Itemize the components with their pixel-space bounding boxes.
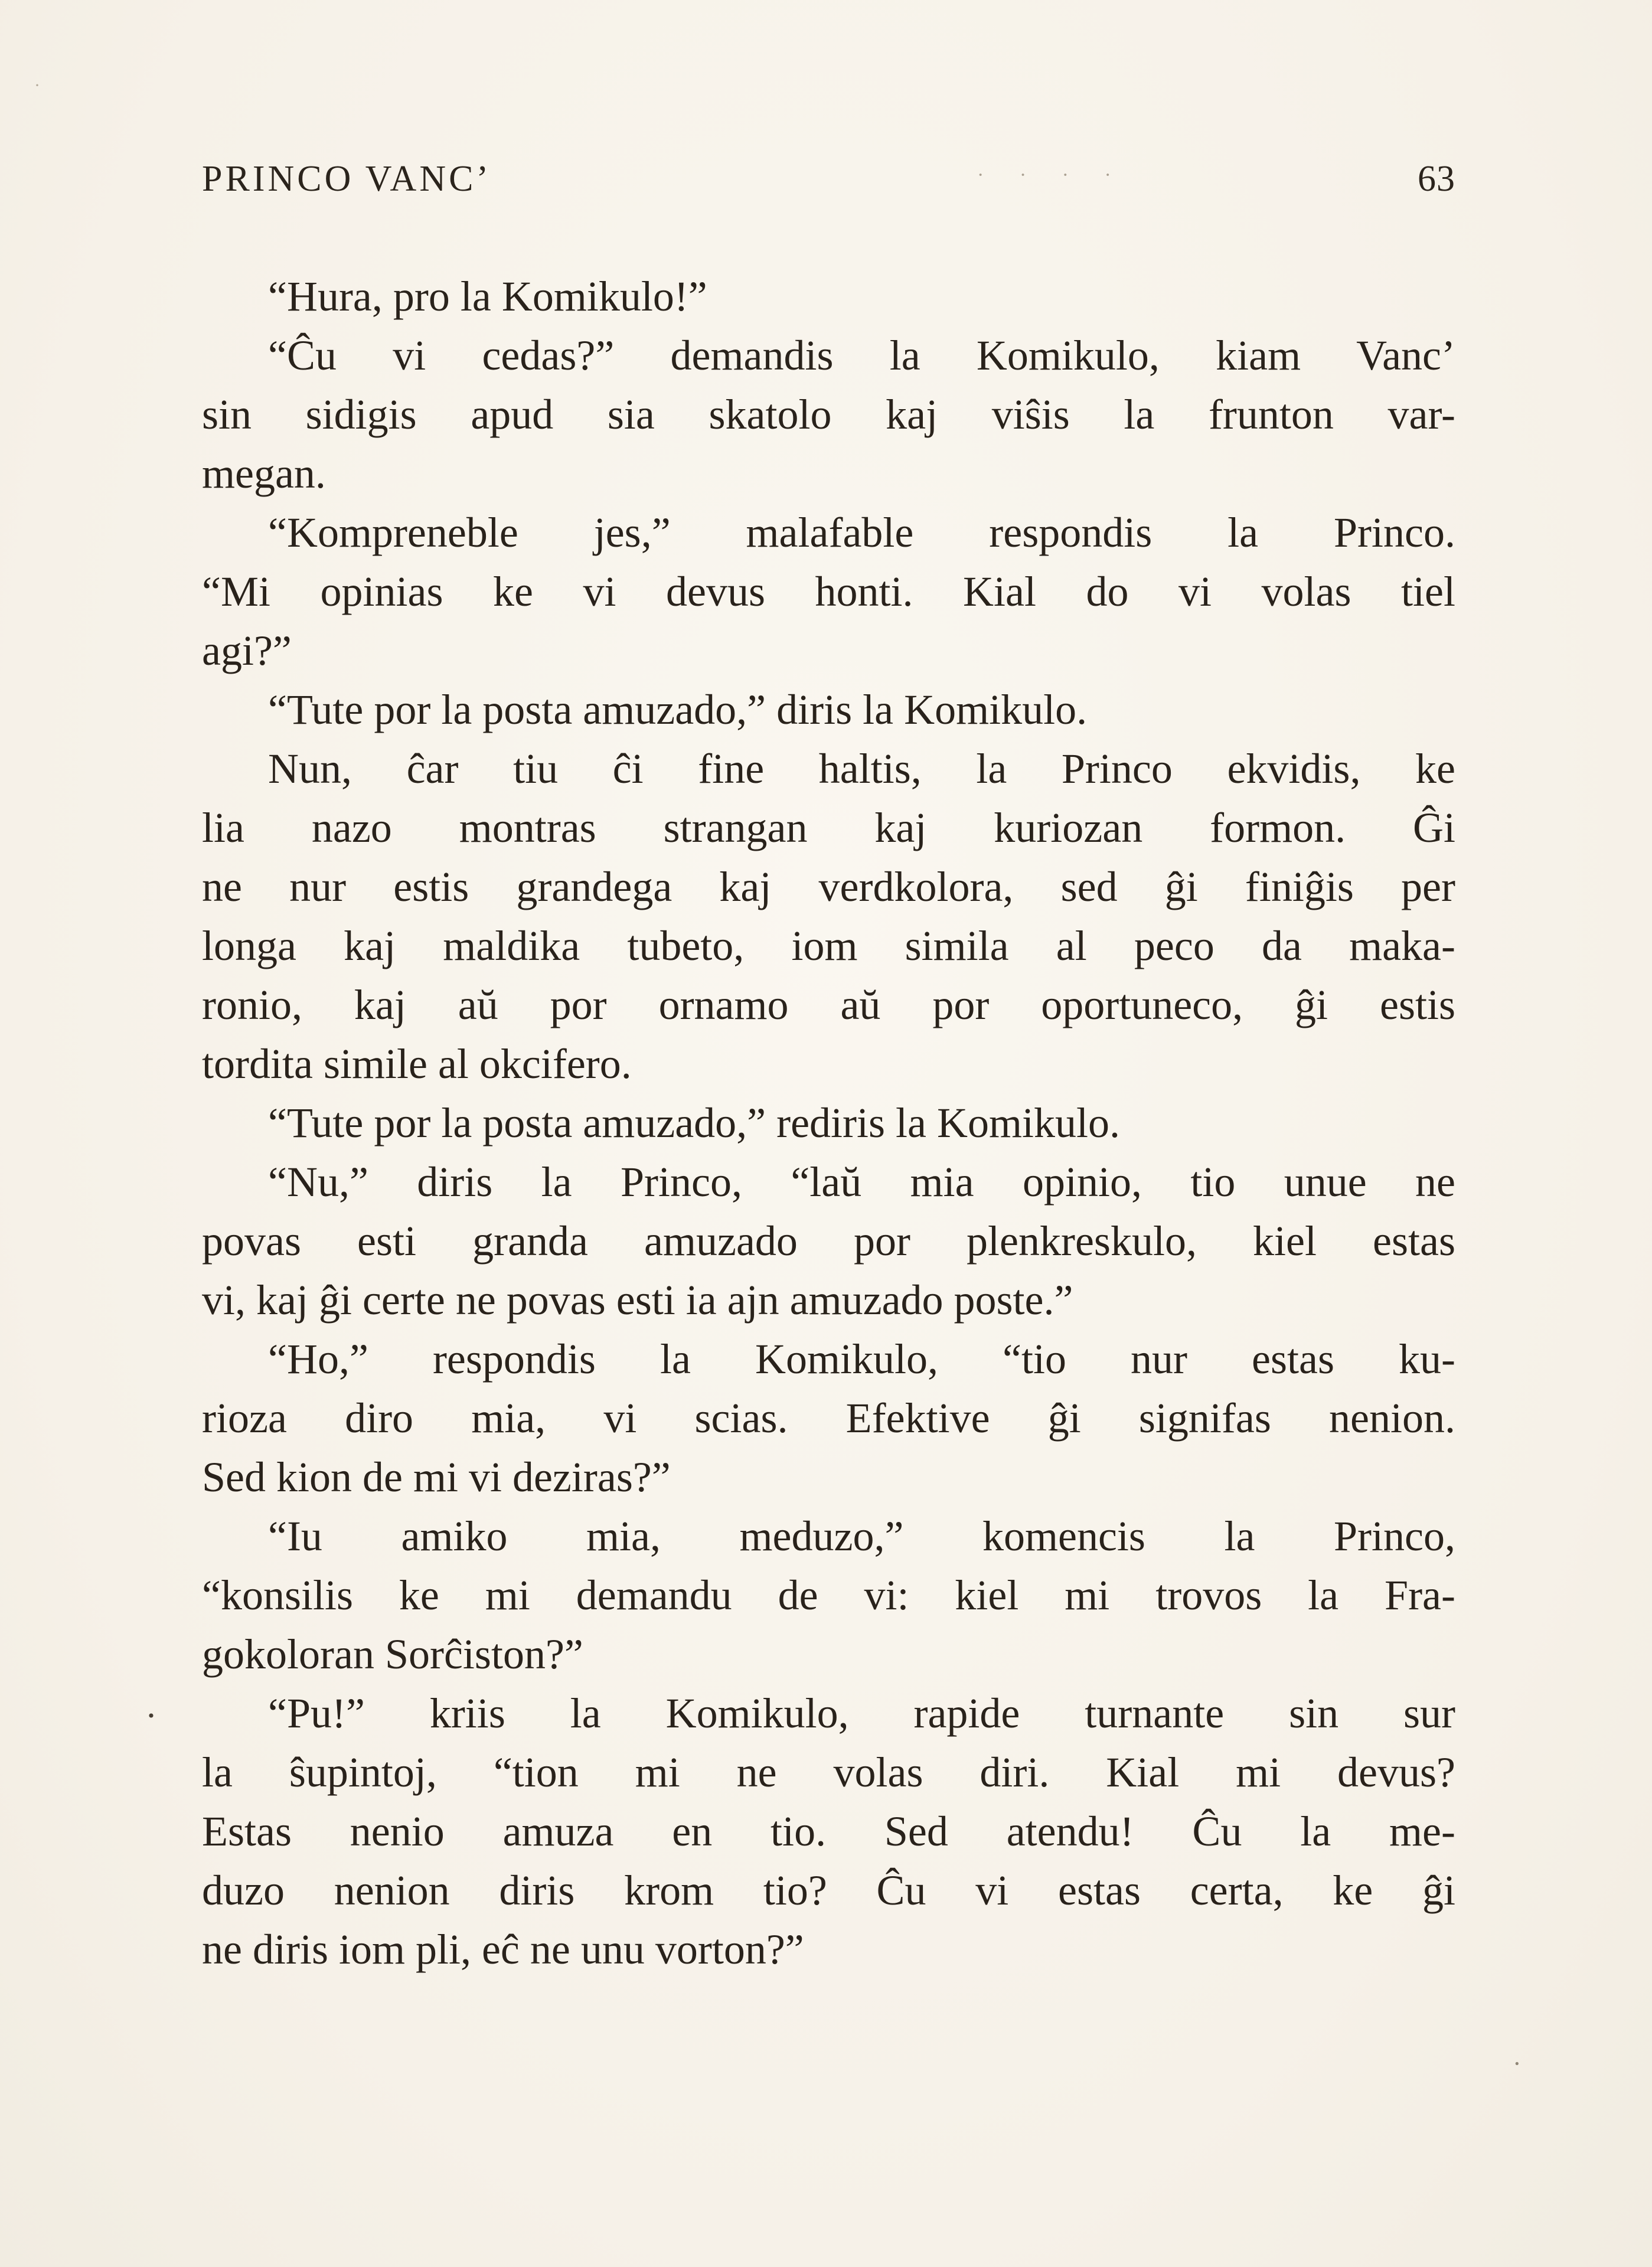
paragraph xyxy=(202,1093,1455,1152)
text-line: vi, kaj ĝi certe ne povas esti ia ajn amuzado poste.” xyxy=(202,1276,1073,1324)
scan-speck-corner: · xyxy=(1513,2049,1522,2078)
text-line: “Nu,” diris la Princo, “laŭ mia opinio, tio unue ne xyxy=(268,1158,1455,1206)
text-line: “Kompreneble jes,” malafable respondis la Princo. xyxy=(268,509,1455,556)
paragraph xyxy=(202,739,1455,1093)
paragraph xyxy=(202,267,1455,326)
text-line: tordita simile al okcifero. xyxy=(202,1040,632,1087)
text-line: “Tute por la posta amuzado,” diris la Komikulo. xyxy=(268,686,1088,733)
text-line: “konsilis ke mi demandu de vi: kiel mi trovos la Fra- xyxy=(202,1572,1455,1619)
paragraph xyxy=(202,503,1455,680)
text-line: ne diris iom pli, eĉ ne unu vorton?” xyxy=(202,1926,804,1973)
running-title: PRINCO VANC’ xyxy=(202,159,492,199)
text-line: longa kaj maldika tubeto, iom simila al peco da maka- xyxy=(202,922,1455,969)
paragraph xyxy=(202,1684,1455,1979)
text-line: lia nazo montras strangan kaj kuriozan formon. Ĝi xyxy=(202,804,1455,851)
text-block xyxy=(202,267,1455,1979)
text-line: megan. xyxy=(202,450,326,497)
text-line: rioza diro mia, vi scias. Efektive ĝi signifas nenion. xyxy=(202,1394,1455,1442)
text-line: “Mi opinias ke vi devus honti. Kial do vi volas tiel xyxy=(202,568,1455,615)
text-line: la ŝupintoj, “tion mi ne volas diri. Kial mi devus? xyxy=(202,1749,1455,1796)
paragraph xyxy=(202,1330,1455,1507)
text-line: Sed kion de mi vi deziras?” xyxy=(202,1453,671,1501)
text-line: gokoloran Sorĉiston?” xyxy=(202,1631,583,1678)
text-line: “Ĉu vi cedas?” demandis la Komikulo, kiam Vanc’ xyxy=(268,332,1455,379)
text-line: ne nur estis grandega kaj verdkolora, sed ĝi finiĝis per xyxy=(202,863,1455,910)
scan-speck-topleft: · xyxy=(34,76,40,95)
text-line: Nun, ĉar tiu ĉi fine haltis, la Princo ekvidis, ke xyxy=(268,745,1455,792)
page-number: 63 xyxy=(1418,159,1455,199)
text-line: “Pu!” kriis la Komikulo, rapide turnante sin sur xyxy=(268,1690,1455,1737)
scan-speck-header: · · · · xyxy=(977,164,1127,186)
text-line: “Iu amiko mia, meduzo,” komencis la Princo, xyxy=(268,1513,1455,1560)
text-line: sin sidigis apud sia skatolo kaj viŝis la frunton var- xyxy=(202,391,1455,438)
text-line: povas esti granda amuzado por plenkreskulo, kiel estas xyxy=(202,1217,1455,1265)
text-line: “Ho,” respondis la Komikulo, “tio nur estas ku- xyxy=(268,1335,1455,1383)
text-line: agi?” xyxy=(202,627,292,674)
text-line: Estas nenio amuza en tio. Sed atendu! Ĉu la me- xyxy=(202,1808,1455,1855)
scan-speck-margin: · xyxy=(145,1696,157,1735)
text-line: duzo nenion diris krom tio? Ĉu vi estas certa, ke ĝi xyxy=(202,1867,1455,1914)
paragraph xyxy=(202,326,1455,503)
paragraph xyxy=(202,680,1455,739)
page-header xyxy=(202,158,1455,200)
text-line: “Hura, pro la Komikulo!” xyxy=(268,273,707,320)
text-line: “Tute por la posta amuzado,” rediris la Komikulo. xyxy=(268,1099,1121,1146)
paragraph xyxy=(202,1152,1455,1330)
text-line: ronio, kaj aŭ por ornamo aŭ por oportuneco, ĝi estis xyxy=(202,981,1455,1028)
paragraph xyxy=(202,1507,1455,1684)
